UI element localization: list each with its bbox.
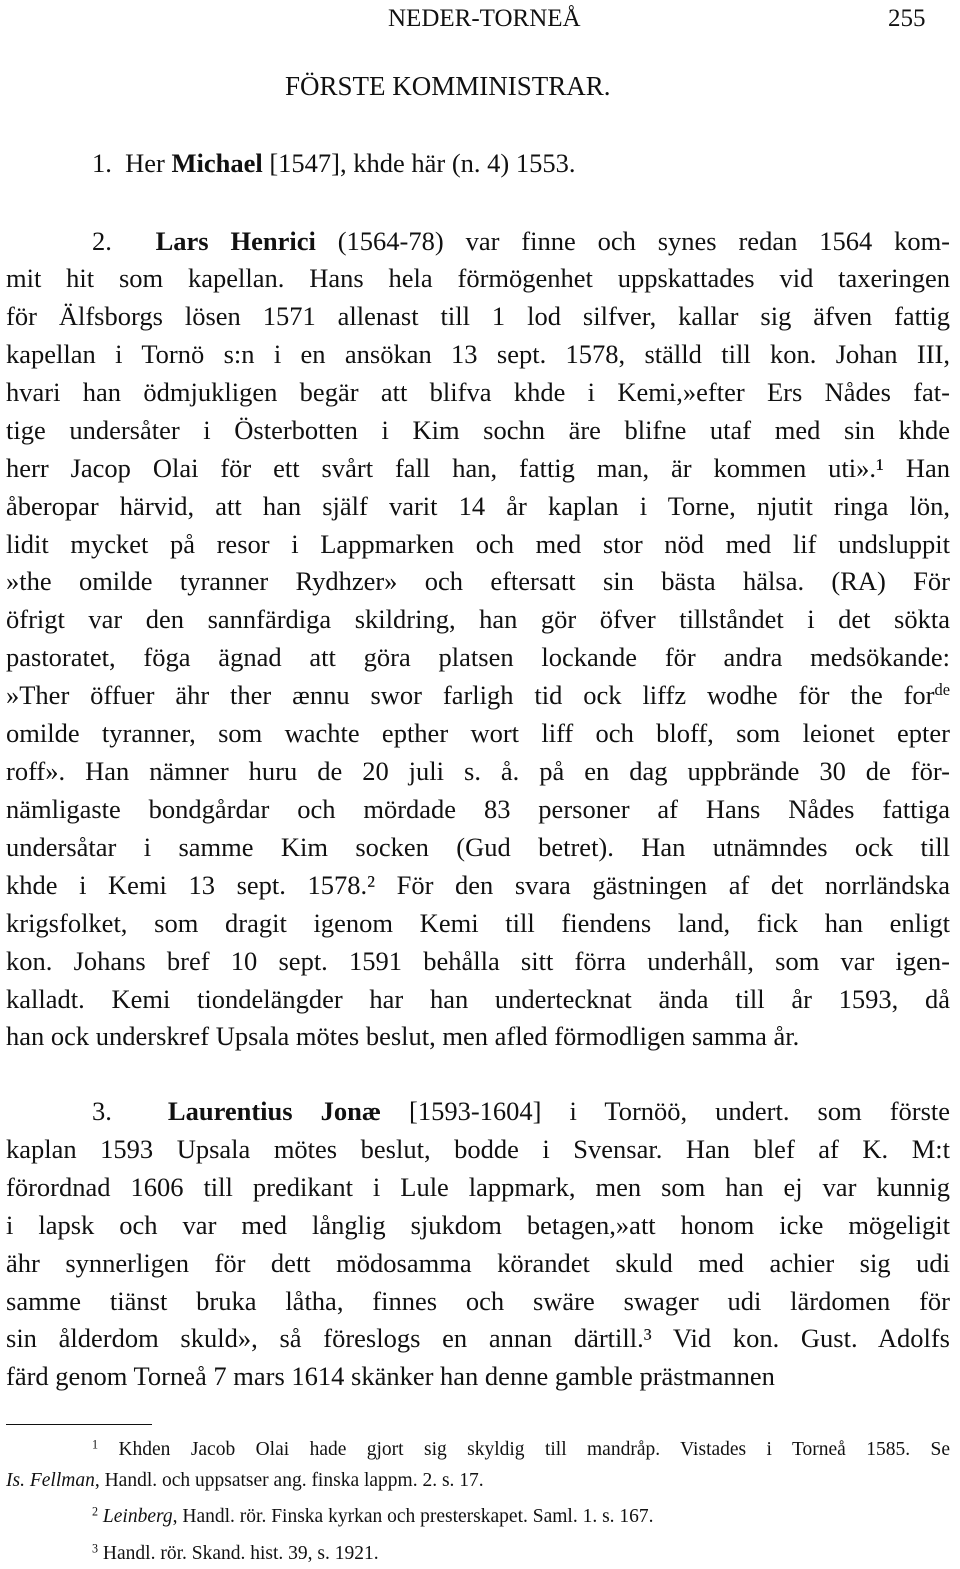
entry-2-line: undersåtar i samme Kim socken (Gud betret). Han utnämndes ock till (6, 832, 950, 862)
entry-3-line: i lapsk och var med långlig sjukdom betagen,»att honom icke mögeligit (6, 1210, 950, 1240)
entry-3-name: Laurentius Jonæ (167, 1096, 381, 1126)
entry-2-line: åberopar härvid, att han själf varit 14 år kaplan i Torne, njutit ringa lön, (6, 491, 950, 521)
entry-3-first-line (92, 1098, 950, 1125)
entry-2-line: pastoratet, föga ägnad att göra platsen lockande för andra medsökande: (6, 642, 950, 672)
footnote-3-text: Handl. rör. Skand. hist. 39, s. 1921. (102, 1543, 379, 1564)
section-title: FÖRSTE KOMMINISTRAR. (285, 71, 611, 101)
footnote-1-author: Is. Fellman (6, 1470, 95, 1491)
entry-2-line-with-superscript (6, 679, 950, 710)
entry-1 (92, 150, 576, 177)
footnote-rule (6, 1424, 152, 1425)
entry-1-number: 1. (92, 148, 112, 178)
entry-1-text: [1547], khde här (n. 4) 1553. (269, 148, 576, 178)
superscript-de: de (934, 679, 950, 699)
entry-2-line: roff». Han nämner huru de 20 juli s. å. på en dag uppbrände 30 de för- (6, 756, 950, 786)
footnote-2-mark: 2 (92, 1504, 99, 1519)
entry-2-number: 2. (92, 226, 112, 256)
page-number: 255 (888, 5, 926, 32)
entry-2-line: nämligaste bondgårdar och mördade 83 personer af Hans Nådes fattiga (6, 794, 950, 824)
entry-2-line: krigsfolket, som dragit igenom Kemi till fiendens land, fick han enligt (6, 908, 950, 938)
footnote-1 (92, 1437, 950, 1460)
entry-2-line: mit hit som kapellan. Hans hela förmögenhet uppskattades vid taxeringen (6, 263, 950, 293)
footnote-2 (92, 1504, 654, 1527)
footnote-1-text: Khden Jacob Olai hade gjort sig skyldig till mandråp. Vistades i Torneå 1585. Se (118, 1439, 950, 1460)
entry-2-name: Lars Henrici (155, 226, 316, 256)
footnote-3-mark: 3 (92, 1541, 99, 1556)
entry-3-line: sin ålderdom skuld», så föreslogs en annan därtill.³ Vid kon. Gust. Adolfs (6, 1323, 950, 1353)
entry-3-line: kaplan 1593 Upsala mötes beslut, bodde i Svensar. Han blef af K. M:t (6, 1134, 950, 1164)
footnote-2-author: Leinberg (102, 1506, 173, 1527)
entry-2-line: »the omilde tyranner Rydhzer» och eftersatt sin bästa hälsa. (RA) För (6, 566, 950, 596)
entry-2-line: »Ther öffuer ähr ther ænnu swor farligh tid ock liffz wodhe för the for (6, 680, 935, 710)
entry-2-line: öfrigt var den sannfärdiga skildring, han gör öfver tillståndet i det sökta (6, 604, 950, 634)
entry-2-line: lidit mycket på resor i Lappmarken och med stor nöd med lif undsluppit (6, 529, 950, 559)
entry-2-line: för Älfsborgs lösen 1571 allenast till 1 lod silfver, kallar sig äfven fattig (6, 301, 950, 331)
footnote-1-source: , Handl. och uppsatser ang. finska lappm. 2. s. 17. (94, 1470, 484, 1491)
entry-3-line: samme tiänst bruka låtha, finnes och swäre swager udi lärdomen för (6, 1286, 950, 1316)
entry-2-line: kon. Johans bref 10 sept. 1591 behålla sitt förra underhåll, som var igen- (6, 946, 950, 976)
entry-3-text: [1593-1604] i Tornöö, undert. som förste (409, 1096, 951, 1126)
entry-2-line: khde i Kemi 13 sept. 1578.² För den svara gästningen af det norrländska (6, 870, 950, 900)
entry-2-line: tige undersåter i Österbotten i Kim sochn äre blifne utaf med sin khde (6, 415, 950, 445)
entry-2-line: hvari han ödmjukligen begär att blifva khde i Kemi,»efter Ers Nådes fat- (6, 377, 950, 407)
entry-3-line: ähr synnerligen för dett mödosamma körandet skuld med achier sig udi (6, 1248, 950, 1278)
entry-3-line: förordnad 1606 till predikant i Lule lappmark, men som han ej var kunnig (6, 1172, 950, 1202)
entry-2-first-line (92, 228, 950, 255)
footnote-1-mark: 1 (92, 1437, 99, 1452)
entry-1-name: Michael (171, 148, 263, 178)
entry-2-line: herr Jacop Olai för ett svårt fall han, fattig man, är kommen uti».¹ Han (6, 453, 950, 483)
entry-2-text: (1564-78) var finne och synes redan 1564 kom- (337, 226, 951, 256)
footnote-2-source: , Handl. rör. Finska kyrkan och presterskapet. Saml. 1. s. 167. (172, 1506, 654, 1527)
entry-2-last-line: han ock underskref Upsala mötes beslut, men afled förmodligen samma år. (6, 1021, 800, 1051)
entry-2-line: kapellan i Tornö s:n i en ansökan 13 sept. 1578, ställd till kon. Johan III, (6, 339, 950, 369)
footnote-1-continued (6, 1471, 484, 1491)
entry-3-number: 3. (92, 1096, 112, 1126)
footnote-3 (92, 1541, 379, 1564)
entry-3-last-line: färd genom Torneå 7 mars 1614 skänker han denne gamble prästmannen (6, 1361, 775, 1391)
entry-2-line: kalladt. Kemi tiondelängder har han undertecknat ända till år 1593, då (6, 984, 950, 1014)
entry-1-prefix: Her (125, 148, 165, 178)
running-title: NEDER-TORNEÅ (388, 5, 581, 32)
entry-2-line: omilde tyranner, som wachte epther wort liff och bloff, som leionet epter (6, 718, 950, 748)
